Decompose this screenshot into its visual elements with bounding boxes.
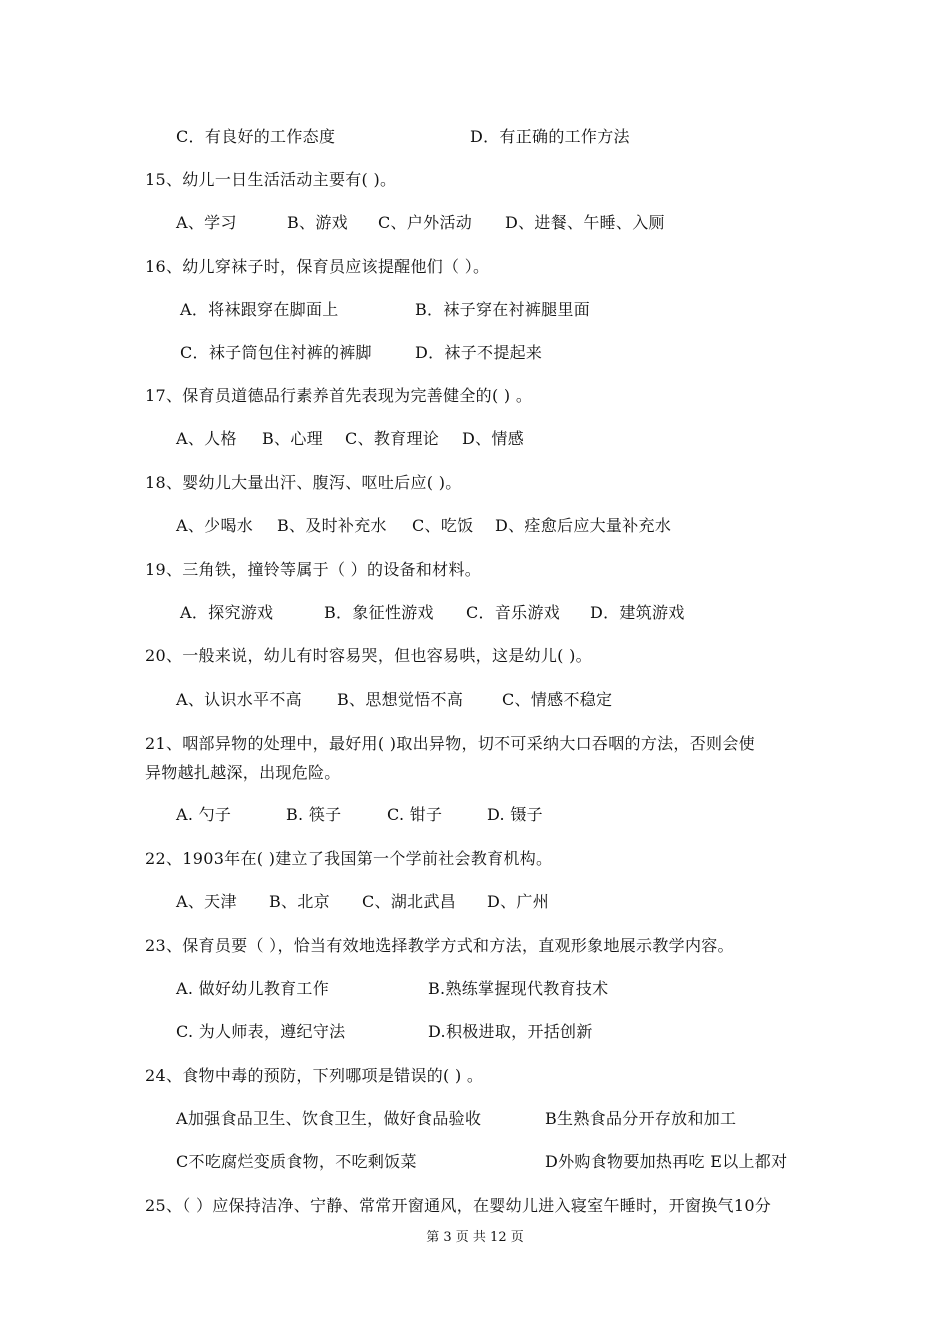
q18-option-d: D、痊愈后应大量补充水 [495, 516, 672, 535]
q19-option-b: B．象征性游戏 [324, 603, 434, 622]
q25-stem: 25、（ ）应保持洁净、宁静、常常开窗通风，在婴幼儿进入寝室午睡时，开窗换气10分 [145, 1196, 772, 1215]
q21-option-b: B. 筷子 [286, 805, 342, 824]
q17-option-b: B、心理 [262, 429, 323, 448]
q18-option-a: A、少喝水 [176, 516, 254, 535]
q18-option-c: C、吃饭 [412, 516, 474, 535]
q22-stem: 22、1903年在( )建立了我国第一个学前社会教育机构。 [145, 849, 553, 868]
q17-stem: 17、保育员道德品行素养首先表现为完善健全的( ) 。 [145, 386, 533, 405]
q15-option-d: D、进餐、午睡、入厕 [505, 213, 665, 232]
q16-stem: 16、幼儿穿袜子时，保育员应该提醒他们（ ）。 [145, 257, 490, 276]
q20-stem: 20、一般来说，幼儿有时容易哭，但也容易哄，这是幼儿( )。 [145, 646, 592, 665]
q22-option-b: B、北京 [269, 892, 330, 911]
q24-option-b: B生熟食品分开存放和加工 [545, 1109, 737, 1128]
q22-option-c: C、湖北武昌 [362, 892, 457, 911]
q16-option-d: D．袜子不提起来 [415, 343, 543, 362]
q18-option-b: B、及时补充水 [277, 516, 387, 535]
q17-option-d: D、情感 [462, 429, 525, 448]
page-number-footer: 第 3 页 共 12 页 [426, 1230, 524, 1245]
q23-option-d: D.积极进取，开括创新 [428, 1022, 593, 1041]
q22-option-d: D、广州 [487, 892, 550, 911]
q23-option-c: C. 为人师表，遵纪守法 [176, 1022, 346, 1041]
q19-option-a: A．探究游戏 [180, 603, 274, 622]
q19-stem: 19、三角铁，撞铃等属于（ ）的设备和材料。 [145, 560, 482, 579]
q19-option-d: D．建筑游戏 [590, 603, 685, 622]
q20-option-c: C、情感不稳定 [502, 690, 613, 709]
q23-stem: 23、保育员要（ ），恰当有效地选择教学方式和方法，直观形象地展示教学内容。 [145, 936, 734, 955]
q24-option-c: C不吃腐烂变质食物，不吃剩饭菜 [176, 1152, 417, 1171]
q21-option-a: A. 勺子 [176, 805, 232, 824]
q15-option-c: C、户外活动 [378, 213, 473, 232]
q16-option-c: C．袜子筒包住衬裤的裤脚 [180, 343, 372, 362]
q15-stem: 15、幼儿一日生活活动主要有( )。 [145, 170, 397, 189]
q17-option-a: A、人格 [176, 429, 237, 448]
q21-stem-line2: 异物越扎越深，出现危险。 [145, 763, 341, 782]
q21-option-c: C. 钳子 [387, 805, 443, 824]
q20-option-b: B、思想觉悟不高 [337, 690, 464, 709]
q14-option-c: C．有良好的工作态度 [176, 127, 336, 146]
q23-option-b: B.熟练掌握现代教育技术 [428, 979, 609, 998]
q24-option-a: A加强食品卫生、饮食卫生，做好食品验收 [176, 1109, 482, 1128]
q15-option-b: B、游戏 [287, 213, 348, 232]
q18-stem: 18、婴幼儿大量出汗、腹泻、呕吐后应( )。 [145, 473, 462, 492]
q24-option-d: D外购食物要加热再吃 E以上都对 [545, 1152, 788, 1171]
q17-option-c: C、教育理论 [345, 429, 440, 448]
q16-option-b: B．袜子穿在衬裤腿里面 [415, 300, 591, 319]
q21-stem-line1: 21、咽部异物的处理中，最好用( )取出异物，切不可采纳大口吞咽的方法，否则会使 [145, 734, 755, 753]
q21-option-d: D. 镊子 [487, 805, 543, 824]
q23-option-a: A. 做好幼儿教育工作 [176, 979, 330, 998]
q24-stem: 24、食物中毒的预防，下列哪项是错误的( ) 。 [145, 1066, 484, 1085]
q22-option-a: A、天津 [176, 892, 237, 911]
q19-option-c: C．音乐游戏 [466, 603, 561, 622]
q14-option-d: D．有正确的工作方法 [470, 127, 630, 146]
q15-option-a: A、学习 [176, 213, 237, 232]
q20-option-a: A、认识水平不高 [176, 690, 302, 709]
q16-option-a: A．将袜跟穿在脚面上 [180, 300, 339, 319]
